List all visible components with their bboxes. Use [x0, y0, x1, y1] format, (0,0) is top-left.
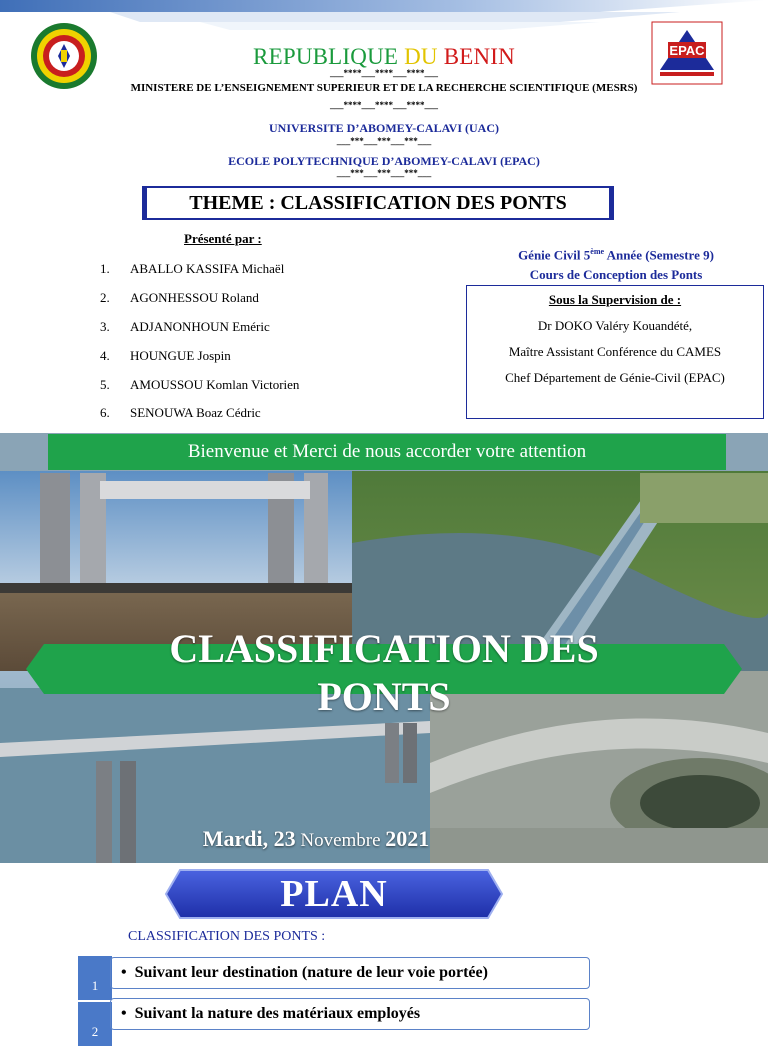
supervision-box [466, 285, 764, 419]
supervisor-line: Maître Assistant Conférence du CAMES [508, 344, 722, 359]
welcome-slide [0, 433, 768, 863]
republique-title: REPUBLIQUE DU BENIN [253, 44, 515, 69]
presentation-date: Mardi, 23 Novembre 2021 [202, 826, 430, 851]
author-item: 3. ADJANONHOUN Eméric [100, 319, 270, 334]
plan-title: PLAN [280, 873, 388, 915]
plan-subtitle: CLASSIFICATION DES PONTS : [128, 929, 326, 944]
ministere-line: MINISTERE DE L’ENSEIGNEMENT SUPERIEUR ET DE LA RECHERCHE SCIENTIFIQUE (MESRS) [130, 82, 638, 94]
separator-2: ___****___****___****___ [330, 100, 438, 110]
bullet-icon: • [121, 1005, 127, 1022]
supervision-title: Sous la Supervision de : [548, 292, 682, 307]
welcome-banner: Bienvenue et Merci de nous accorder votre attention [48, 434, 726, 470]
plan-item-number: 1 [78, 956, 112, 1000]
supervisor-line: Chef Département de Génie-Civil (EPAC) [505, 370, 725, 385]
theme-box: THEME : CLASSIFICATION DES PONTS [142, 186, 614, 220]
author-item: 6. SENOUWA Boaz Cédric [100, 405, 261, 420]
separator-1: ___****___****___****___ [330, 68, 438, 78]
author-item: 1. ABALLO KASSIFA Michaël [100, 261, 285, 276]
author-item: 2. AGONHESSOU Roland [100, 290, 259, 305]
plan-slide [0, 866, 768, 1039]
universite-line: UNIVERSITE D’ABOMEY-CALAVI (UAC) [268, 121, 500, 135]
supervisor-line: Dr DOKO Valéry Kouandété, [537, 318, 693, 333]
author-item: 5. AMOUSSOU Komlan Victorien [100, 377, 300, 392]
plan-item: • Suivant leur destination (nature de leur voie portée) [110, 957, 590, 989]
ecole-line: ECOLE POLYTECHNIQUE D’ABOMEY-CALAVI (EPAC) [228, 154, 540, 168]
plan-item: • Suivant la nature des matériaux employés [110, 998, 590, 1030]
presented-by-label: Présenté par : [184, 231, 262, 246]
title-slide [0, 0, 768, 430]
bullet-icon: • [121, 964, 127, 981]
separator-4: ___***___***___***___ [336, 168, 432, 178]
svg-text:EPAC: EPAC [669, 43, 705, 58]
separator-3: ___***___***___***___ [336, 136, 432, 146]
author-item: 4. HOUNGUE Jospin [100, 348, 231, 363]
presentation-title: CLASSIFICATION DES PONTS [169, 626, 599, 719]
plan-item-number: 2 [78, 1002, 112, 1046]
course-info: Génie Civil 5ème Année (Semestre 9) Cours de Conception des Ponts [518, 247, 714, 283]
